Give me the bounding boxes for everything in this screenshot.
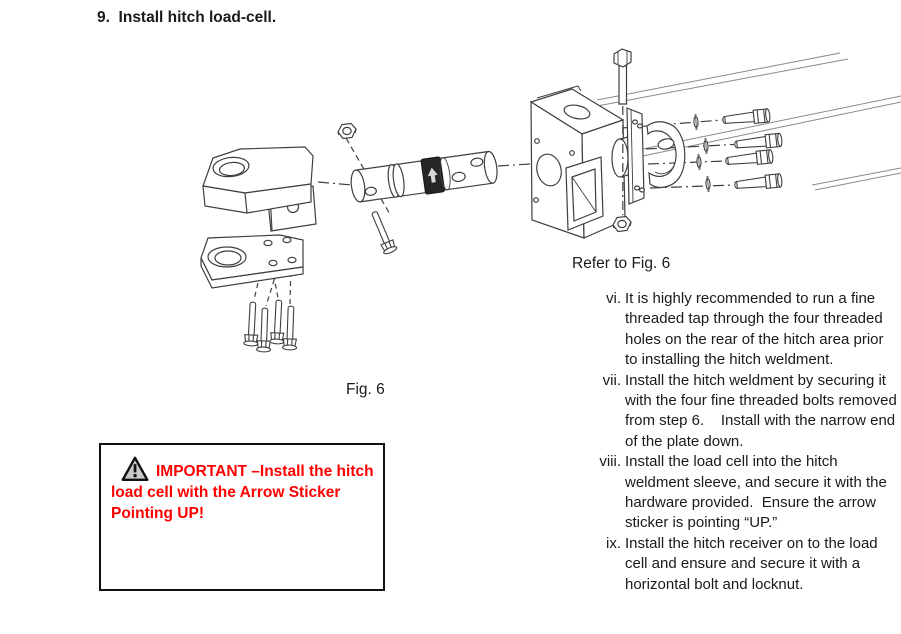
hitch-receiver [203,147,316,231]
plate-mounting-bolts [244,300,298,352]
instruction-item-vi [594,289,898,371]
hitch-weldment [531,86,625,238]
hex-nut-top [338,124,356,139]
warning-text: IMPORTANT –Install the hitch [156,463,374,480]
receiver-mounting-plate [201,235,303,288]
load-cell-bracket [647,122,685,188]
instruction-item-ix [594,534,898,595]
instruction-text: Install the hitch weldment by securing it with the four fine threaded bolts removed from step 6. Install with the narrow end of the plate down. [625,371,901,450]
warning-text: load cell with the Arrow Sticker [111,484,341,501]
instruction-text: Install the load cell into the hitch weldment sleeve, and secure it with the hardware provided. Ensure the arrow sticker is pointing “UP.” [625,453,891,532]
fine-threaded-bolts [722,109,782,192]
warning-text: Pointing UP! [111,505,204,522]
instruction-item-viii [594,452,898,534]
load-cell-bolt [368,209,398,255]
instruction-marker: viii. [599,453,621,471]
instruction-list [594,289,901,595]
refer-to-fig-caption: Refer to Fig. 6 [572,255,671,272]
instruction-text: Install the hitch receiver on to the load cell and ensure and secure it with a horizontal bolt and locknut. [625,534,882,593]
load-cell-with-arrow-sticker [349,149,499,204]
instruction-item-vii [594,371,901,453]
instruction-text: It is highly recommended to run a fine threaded tap through the four threaded holes on the rear of the hitch area prior to installing the hitch weldment. [625,290,888,369]
warning-triangle-icon [121,456,149,482]
instruction-marker: ix. [606,534,621,552]
hex-nut-bottom [613,217,631,232]
warning-box [99,443,385,591]
warning-line [101,456,383,482]
page-title: 9. Install hitch load-cell. [97,9,277,26]
fig-caption: Fig. 6 [346,381,385,398]
flange-plate [627,108,644,204]
bolt-washers [694,115,711,191]
instruction-marker: vi. [606,290,621,307]
instruction-marker: vii. [602,371,621,389]
